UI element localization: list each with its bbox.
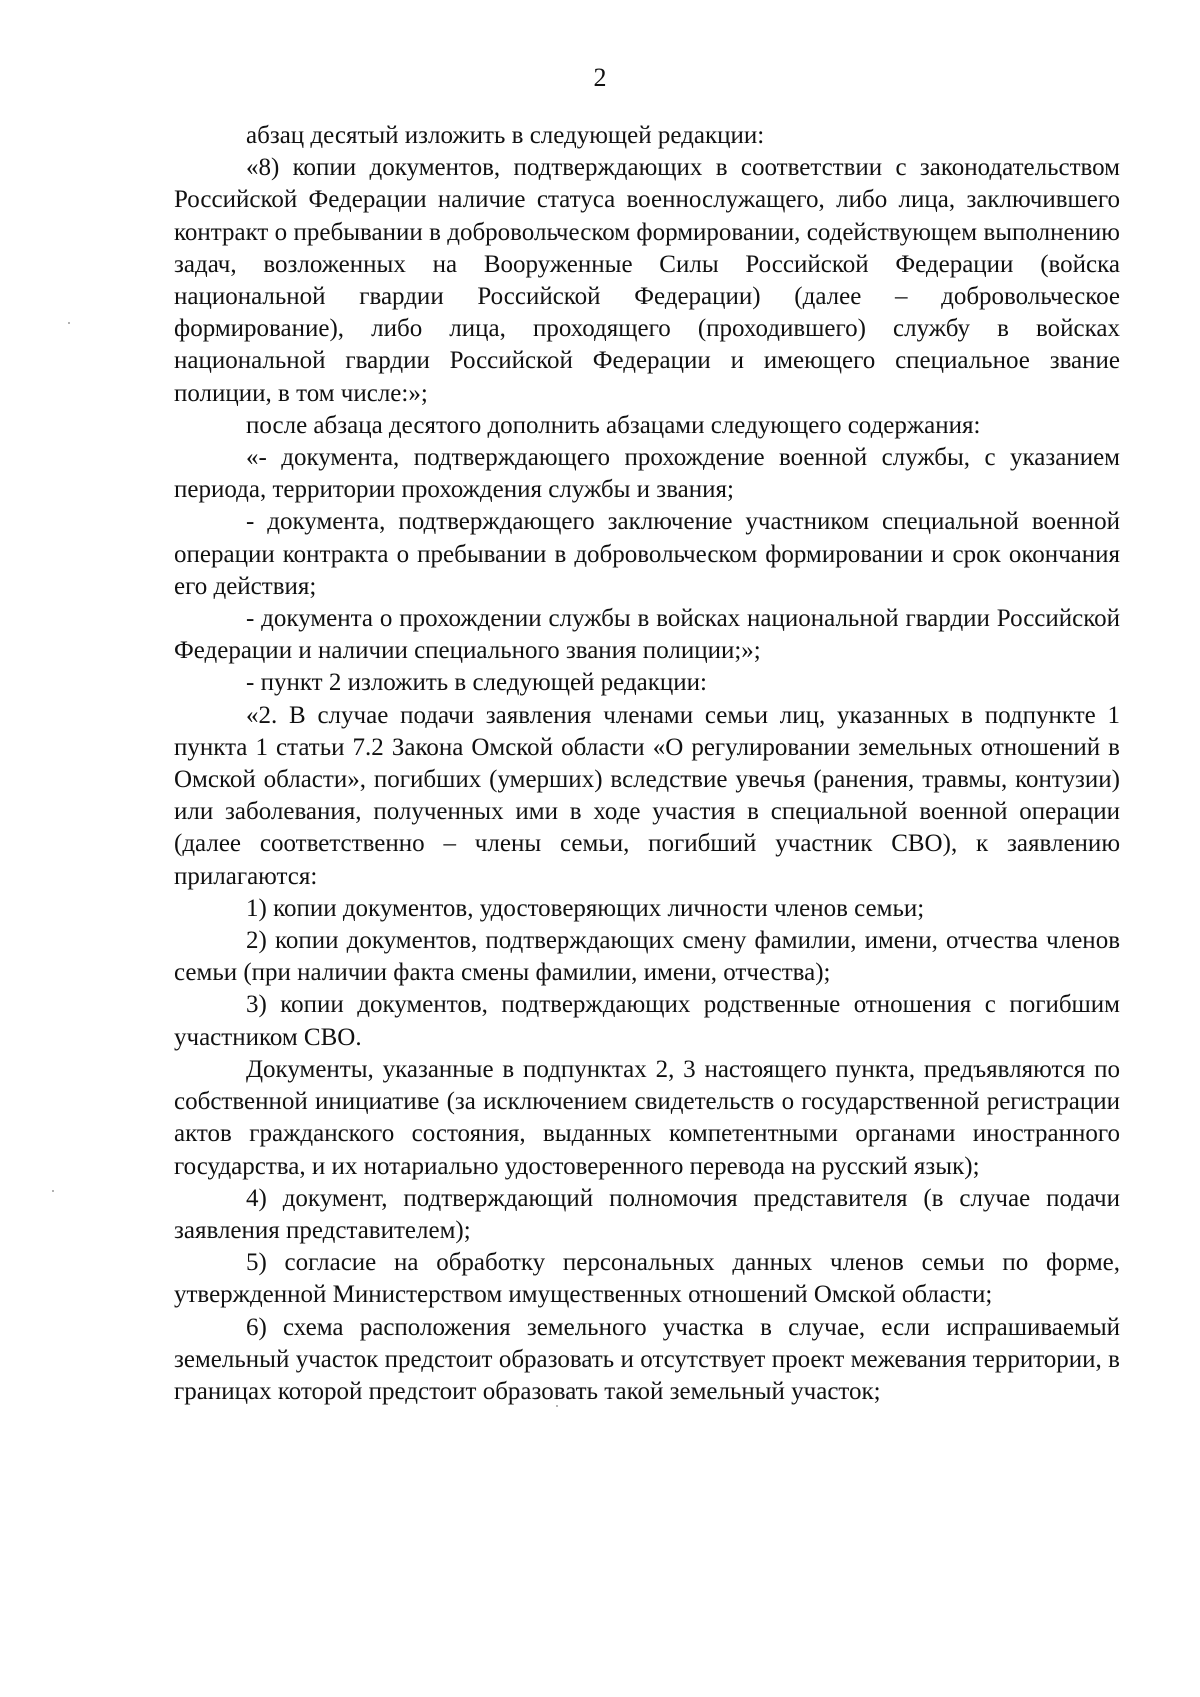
paragraph: 4) документ, подтверждающий полномочия представителя (в случае подачи заявления представителем); — [174, 1184, 1120, 1244]
scan-speck — [68, 322, 70, 324]
paragraph: 1) копии документов, удостоверяющих личности членов семьи; — [246, 894, 925, 922]
paragraph: «- документа, подтверждающего прохождение военной службы, с указанием периода, территории прохождения службы и звания; — [174, 444, 1120, 504]
paragraph: после абзаца десятого дополнить абзацами следующего содержания: — [246, 411, 981, 439]
paragraph: 2) копии документов, подтверждающих смену фамилии, имени, отчества членов семьи (при наличии факта смены фамилии, имени, отчества); — [174, 927, 1120, 987]
paragraph: «8) копии документов, подтверждающих в соответствии с законодательством Российской Федерации наличие статуса военнослужащего, либо лица, заключившего контракт о пребывании в добровольческом формировании, содействующем выполнению задач, возложенных на Вооруженные Силы Российской Федерации (войска национальной гвардии Российской Федерации) (далее – добровольческое формирование), либо лица, проходящего (проходившего) службу в войсках национальной гвардии Российской Федерации и имеющего специальное звание полиции, в том числе:»; — [174, 154, 1120, 407]
scan-speck — [556, 1405, 558, 1407]
document-body — [174, 120, 1120, 1408]
paragraph: «2. В случае подачи заявления членами семьи лиц, указанных в подпункте 1 пункта 1 статьи 7.2 Закона Омской области «О регулировании земельных отношений в Омской области», погибших (умерших) вследствие увечья (ранения, травмы, контузии) или заболевания, полученных ими в ходе участия в специальной военной операции (далее соответственно – члены семьи, погибший участник СВО), к заявлению прилагаются: — [174, 701, 1120, 890]
paragraph: - документа, подтверждающего заключение участником специальной военной операции контракта о пребывании в добровольческом формировании и срок окончания его действия; — [174, 508, 1120, 600]
paragraph: 6) схема расположения земельного участка в случае, если испрашиваемый земельный участок предстоит образовать и отсутствует проект межевания территории, в границах которой предстоит образовать такой земельный участок; — [174, 1313, 1120, 1405]
paragraph: - документа о прохождении службы в войсках национальной гвардии Российской Федерации и наличии специального звания полиции;»; — [174, 605, 1120, 665]
paragraph: - пункт 2 изложить в следующей редакции: — [246, 669, 707, 697]
page-number: 2 — [593, 63, 607, 92]
scan-speck — [52, 1190, 54, 1192]
paragraph: 5) согласие на обработку персональных данных членов семьи по форме, утвержденной Министерством имущественных отношений Омской области; — [174, 1249, 1120, 1309]
paragraph: 3) копии документов, подтверждающих родственные отношения с погибшим участником СВО. — [174, 991, 1120, 1051]
paragraph: Документы, указанные в подпунктах 2, 3 настоящего пункта, предъявляются по собственной инициативе (за исключением свидетельств о государственной регистрации актов гражданского состояния, выданных компетентными органами иностранного государства, и их нотариально удостоверенного перевода на русский язык); — [174, 1055, 1120, 1180]
paragraph: абзац десятый изложить в следующей редакции: — [246, 122, 765, 149]
